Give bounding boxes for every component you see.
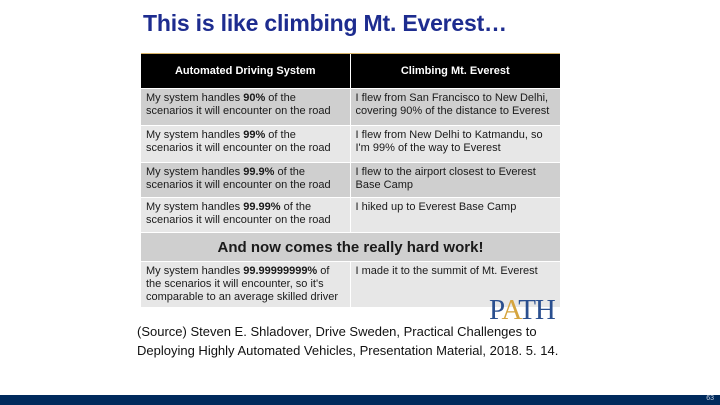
everest-cell: I flew to the airport closest to Everest Base Camp: [350, 163, 560, 198]
everest-cell: I flew from New Delhi to Katmandu, so I'm 99% of the way to Everest: [350, 126, 560, 163]
footer-bar: [0, 395, 720, 405]
everest-cell: I made it to the summit of Mt. Everest: [350, 262, 560, 308]
everest-cell: I hiked up to Everest Base Camp: [350, 198, 560, 233]
coverage-percent: 99.99%: [243, 201, 281, 213]
table-row: [141, 89, 560, 126]
header-climbing-mt-everest: Climbing Mt. Everest: [350, 54, 560, 89]
coverage-percent: 90%: [243, 92, 266, 104]
page-number: 63: [706, 395, 714, 402]
path-logo: PATH: [489, 294, 555, 326]
table-row: [141, 163, 560, 198]
table-row: [141, 198, 560, 233]
system-cell: My system handles 99% of the scenarios it will encounter on the road: [141, 126, 350, 163]
table-row: [141, 126, 560, 163]
slide-title: This is like climbing Mt. Everest…: [143, 10, 507, 36]
system-cell: My system handles 90% of the scenarios it will encounter on the road: [141, 89, 350, 126]
system-cell: My system handles 99.99999999% of the scenarios it will encounter, so it's comparable to an average skilled driver: [141, 262, 350, 308]
banner-text: And now comes the really hard work!: [141, 233, 560, 262]
source-line-2: Deploying Highly Automated Vehicles, Presentation Material, 2018. 5. 14.: [137, 343, 559, 358]
everest-cell: I flew from San Francisco to New Delhi, covering 90% of the distance to Everest: [350, 89, 560, 126]
comparison-table: [141, 54, 560, 307]
coverage-percent: 99.99999999%: [243, 265, 318, 277]
banner-row: [141, 233, 560, 262]
coverage-percent: 99%: [243, 129, 266, 141]
system-cell: My system handles 99.99% of the scenarios it will encounter on the road: [141, 198, 350, 233]
source-line-1: (Source) Steven E. Shladover, Drive Sweden, Practical Challenges to: [137, 324, 537, 339]
system-cell: My system handles 99.9% of the scenarios it will encounter on the road: [141, 163, 350, 198]
header-automated-driving-system: Automated Driving System: [141, 54, 350, 89]
source-citation: [137, 322, 577, 360]
table-header-row: [141, 54, 560, 89]
comparison-table-container: [141, 53, 560, 307]
coverage-percent: 99.9%: [243, 166, 275, 178]
